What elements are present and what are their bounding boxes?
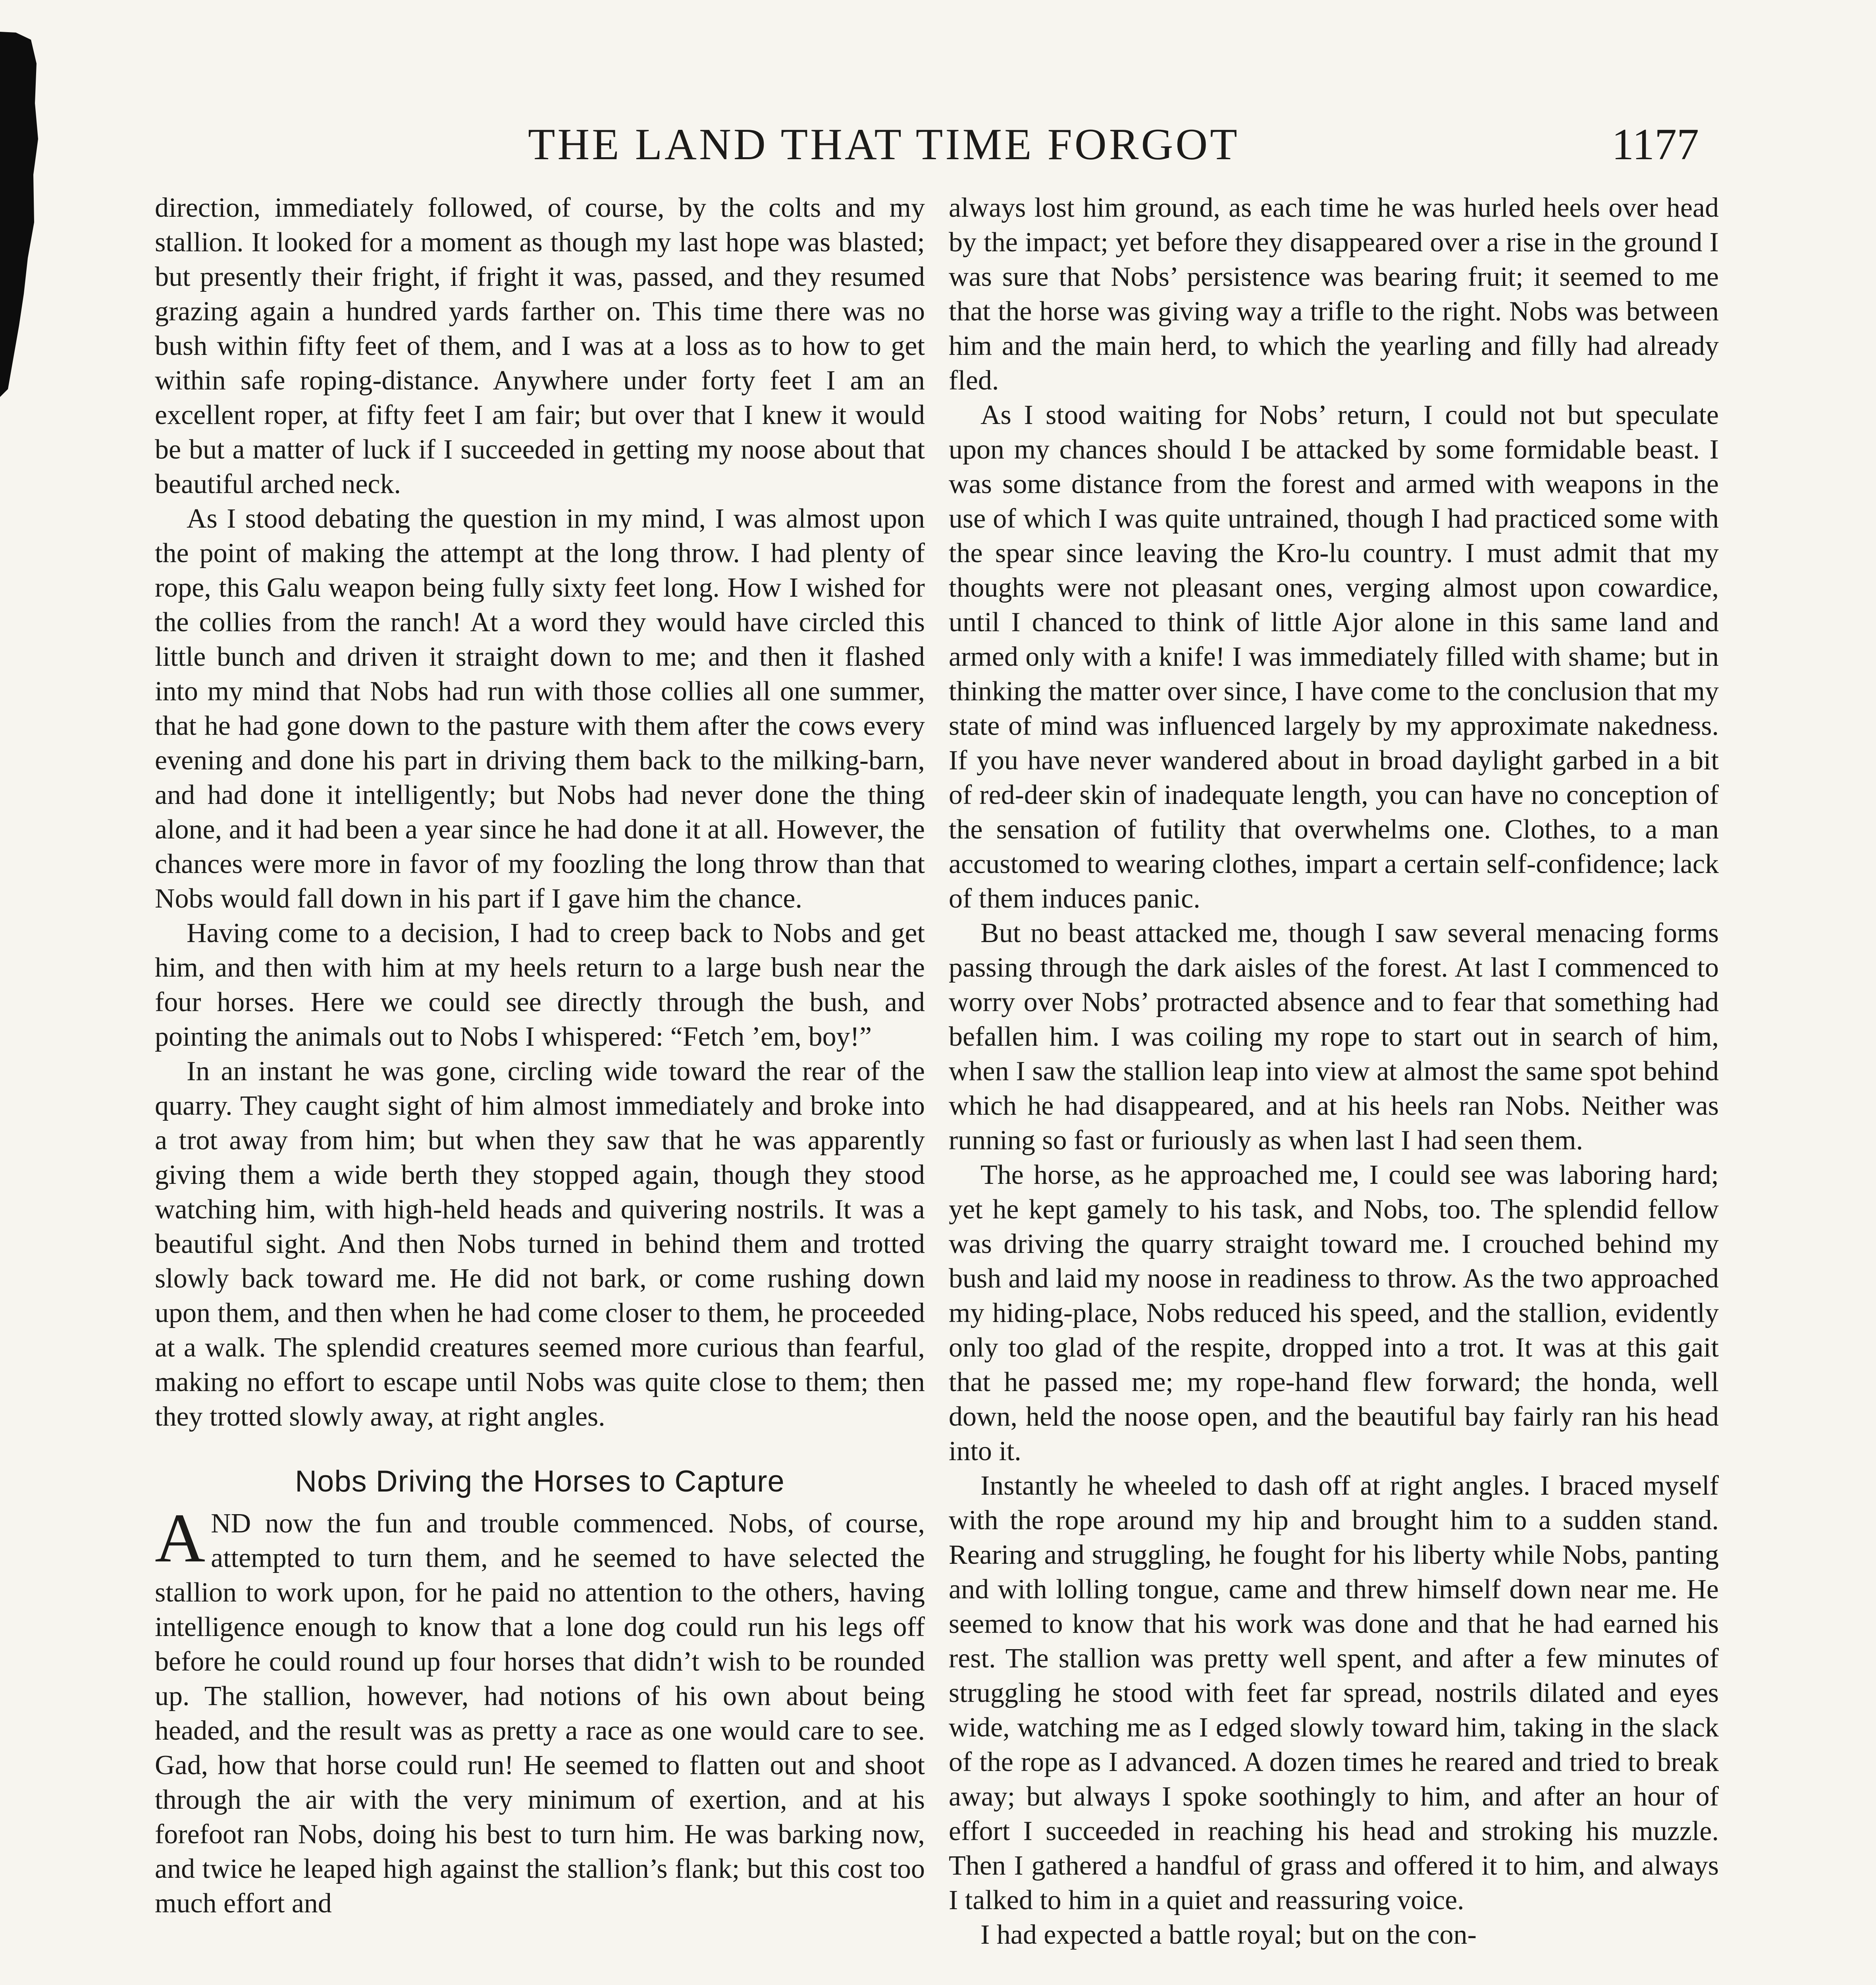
page-damage-mark: [0, 0, 48, 794]
section-subheading: Nobs Driving the Horses to Capture: [295, 1465, 785, 1498]
paragraph: I had expected a battle royal; but on the con-: [980, 1919, 1477, 1950]
paragraph: direction, immediately followed, of course, by the colts and my stallion. It looked for a moment as though my last hope was blasted; but presently their fright, if fright it was, passed, and they resumed grazing again a hundred yards farther on. This time there was no bush within fifty feet of them, and I was at a loss as to how to get within safe roping-distance. Anywhere under forty feet I am an excellent roper, at fifty feet I am fair; but over that I knew it would be but a matter of luck if I succeeded in getting my noose about that beautiful arched neck.: [155, 193, 925, 499]
paragraph: In an instant he was gone, circling wide toward the rear of the quarry. They caught sight of him almost immediately and broke into a trot away from him; but when they saw that he was apparently giving them a wide berth they stopped again, though they stood watching him, with high-held heads and quivering nostrils. It was a beautiful sight. And then Nobs turned in behind them and trotted slowly back toward me. He did not bark, or come rushing down upon them, and then when he had come closer to them, he proceeded at a walk. The splendid creatures seemed more curious than fearful, making no effort to escape until Nobs was quite close to them; then they trotted slowly away, at right angles.: [155, 1056, 925, 1432]
paragraph: As I stood waiting for Nobs’ return, I could not but speculate upon my chances should I be attacked by some formidable beast. I was some distance from the forest and armed with weapons in the use of which I was quite untrained, though I had practiced some with the spear since leaving the Kro-lu country. I must admit that my thoughts were not pleasant ones, verging almost upon cowardice, until I chanced to think of little Ajor alone in this same land and armed only with a knife! I was immediately filled with shame; but in thinking the matter over since, I have come to the conclusion that my state of mind was influenced largely by my approximate nakedness. If you have never wandered about in broad daylight garbed in a bit of red-deer skin of inadequate length, you can have no conception of the sensation of futility that overwhelms one. Clothes, to a man accustomed to wearing clothes, impart a certain self-confidence; lack of them induces panic.: [949, 400, 1719, 914]
paragraph: Having come to a decision, I had to creep back to Nobs and get him, and then with him at my heels return to a large bush near the four horses. Here we could see directly through the bush, and pointing the animals out to Nobs I whispered: “Fetch ’em, boy!”: [155, 918, 925, 1052]
running-head: [143, 119, 1731, 183]
running-title: THE LAND THAT TIME FORGOT: [528, 120, 1240, 169]
paragraph: But no beast attacked me, though I saw several menacing forms passing through the dark aisles of the forest. At last I commenced to worry over Nobs’ protracted absence and to fear that something had befallen him. I was coiling my rope to start out in search of him, when I saw the stallion leap into view at almost the same spot behind which he had disappeared, and at his heels ran Nobs. Neither was running so fast or furiously as when last I had seen them.: [949, 918, 1719, 1156]
page-number: 1177: [1612, 120, 1699, 169]
drop-cap: A: [155, 1499, 206, 1577]
paragraph: As I stood debating the question in my mind, I was almost upon the point of making the attempt at the long throw. I had plenty of rope, this Galu weapon being fully sixty feet long. How I wished for the collies from the ranch! At a word they would have circled this little bunch and driven it straight down to me; and then it flashed into my mind that Nobs had run with those collies all one summer, that he had gone down to the pasture with them after the cows every evening and done his part in driving them back to the milking-barn, and had done it intelligently; but Nobs had never done the thing alone, and it had been a year since he had done it at all. However, the chances were more in favor of my foozling the long throw than that Nobs would fall down in his part if I gave him the chance.: [155, 503, 925, 914]
paragraph-with-drop-cap: [155, 1499, 925, 1921]
paragraph: Instantly he wheeled to dash off at right angles. I braced myself with the rope around my hip and brought him to a sudden stand. Rearing and struggling, he fought for his liberty while Nobs, panting and with lolling tongue, came and threw himself down near me. He seemed to know that his work was done and that he had earned his rest. The stallion was pretty well spent, and after a few minutes of struggling he stood with feet far spread, nostrils dilated and eyes wide, watching me as I edged slowly toward him, taking in the slack of the rope as I advanced. A dozen times he reared and tried to break away; but always I spoke soothingly to him, and after an hour of effort I succeeded in reaching his head and stroking his muzzle. Then I gathered a handful of grass and offered it to him, and always I talked to him in a quiet and reassuring voice.: [949, 1470, 1719, 1916]
paragraph: The horse, as he approached me, I could see was laboring hard; yet he kept gamely to his task, and Nobs, too. The splendid fellow was driving the quarry straight toward me. I crouched behind my bush and laid my noose in readiness to throw. As the two approached my hiding-place, Nobs reduced his speed, and the stallion, evidently only too glad of the respite, dropped into a trot. It was at this gait that he passed me; my rope-hand flew forward; the honda, well down, held the noose open, and the beautiful bay fairly ran his head into it.: [949, 1160, 1719, 1467]
left-column: [155, 191, 925, 1985]
paragraph-text: ND now the fun and trouble commenced. Nobs, of course, attempted to turn them, and he seemed to have selected the stallion to work upon, for he paid no attention to the others, having intelligence enough to know that a lone dog could run his legs off before he could round up four horses that didn’t wish to be rounded up. The stallion, however, had notions of his own about being headed, and the result was as pretty a race as one would care to see. Gad, how that horse could run! He seemed to flatten out and shoot through the air with the very minimum of exertion, and at his forefoot ran Nobs, doing his best to turn him. He was barking now, and twice he leaped high against the stallion’s flank; but this cost too much effort and: [155, 1508, 925, 1919]
paragraph: always lost him ground, as each time he was hurled heels over head by the impact; yet before they disappeared over a rise in the ground I was sure that Nobs’ persistence was bearing fruit; it seemed to me that the horse was giving way a trifle to the right. Nobs was between him and the main herd, to which the yearling and filly had already fled.: [949, 193, 1719, 396]
right-column: [949, 191, 1719, 1985]
